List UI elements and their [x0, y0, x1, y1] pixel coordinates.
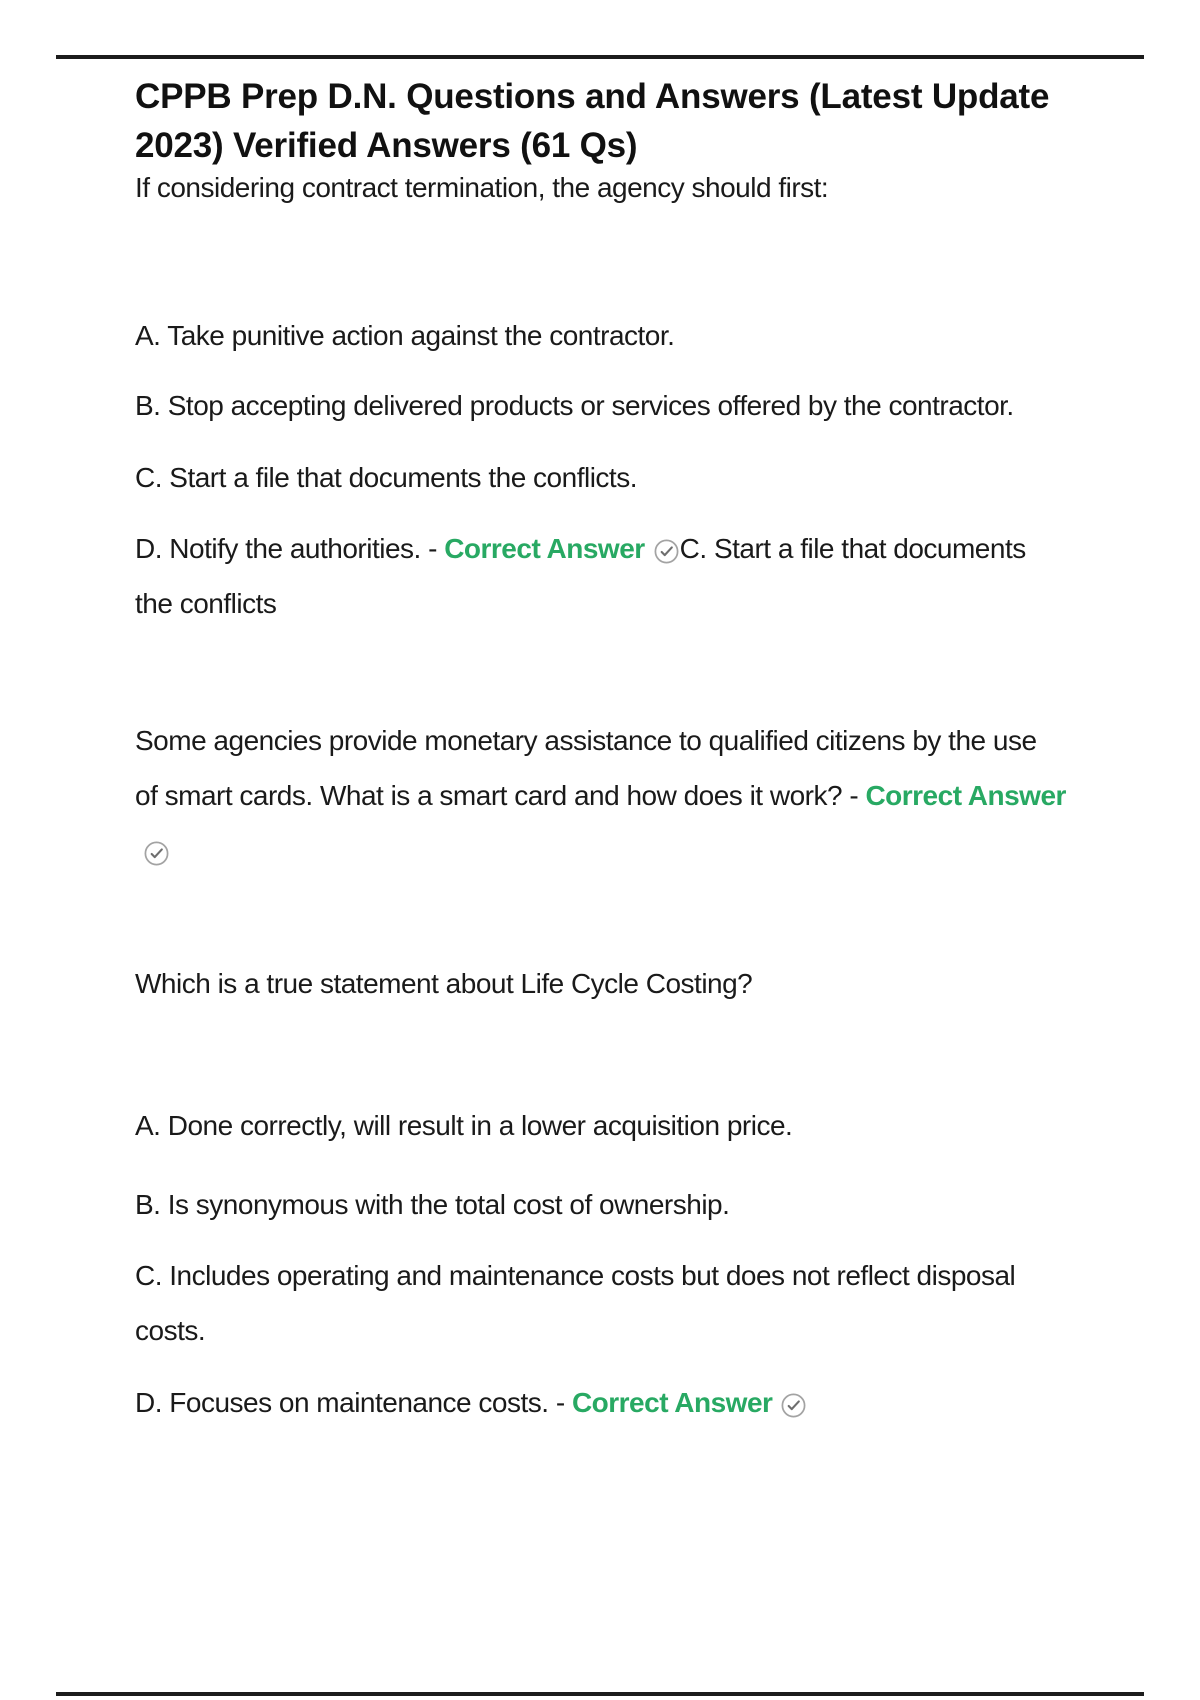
bottom-divider-rule [56, 1692, 1144, 1696]
page-title-line-1: CPPB Prep D.N. Questions and Answers (Latest Update [135, 77, 1050, 116]
question-1-option-b: B. Stop accepting delivered products or services offered by the contractor. [135, 390, 1014, 421]
question-2-prompt-line-1: Some agencies provide monetary assistance to qualified citizens by the use [135, 725, 1037, 756]
verified-check-icon [143, 840, 170, 867]
question-1-option-c: C. Start a file that documents the conflicts. [135, 462, 637, 493]
correct-answer-label: Correct Answer [444, 533, 645, 564]
question-3-prompt: Which is a true statement about Life Cycle Costing? [135, 968, 753, 999]
page-title [135, 72, 1155, 170]
question-3-option-d [135, 1375, 1155, 1430]
question-3-option-d-text: D. Focuses on maintenance costs. - [135, 1387, 572, 1418]
question-2-prompt [135, 713, 1155, 878]
question-3-option-b: B. Is synonymous with the total cost of ownership. [135, 1189, 730, 1220]
question-3-option-c-line-1: C. Includes operating and maintenance costs but does not reflect disposal [135, 1260, 1016, 1291]
question-1-answer-text-line-2: the conflicts [135, 588, 277, 619]
question-1-option-d-text: D. Notify the authorities. - [135, 533, 445, 564]
correct-answer-label: Correct Answer [865, 780, 1066, 811]
question-3-option-c-line-2: costs. [135, 1315, 206, 1346]
question-1-option-d [135, 521, 1155, 631]
verified-check-icon [780, 1392, 807, 1419]
page-title-line-2: 2023) Verified Answers (61 Qs) [135, 126, 638, 165]
question-1-option-a: A. Take punitive action against the contractor. [135, 320, 675, 351]
question-2-prompt-line-2: of smart cards. What is a smart card and how does it work? - [135, 780, 866, 811]
verified-check-icon [653, 538, 680, 565]
question-1-prompt: If considering contract termination, the agency should first: [135, 172, 829, 203]
question-1-answer-text-line-1: C. Start a file that documents [679, 533, 1026, 564]
question-3-option-a: A. Done correctly, will result in a lower acquisition price. [135, 1110, 793, 1141]
question-3-option-c [135, 1248, 1155, 1358]
top-divider-rule [56, 55, 1144, 59]
correct-answer-label: Correct Answer [571, 1387, 773, 1418]
